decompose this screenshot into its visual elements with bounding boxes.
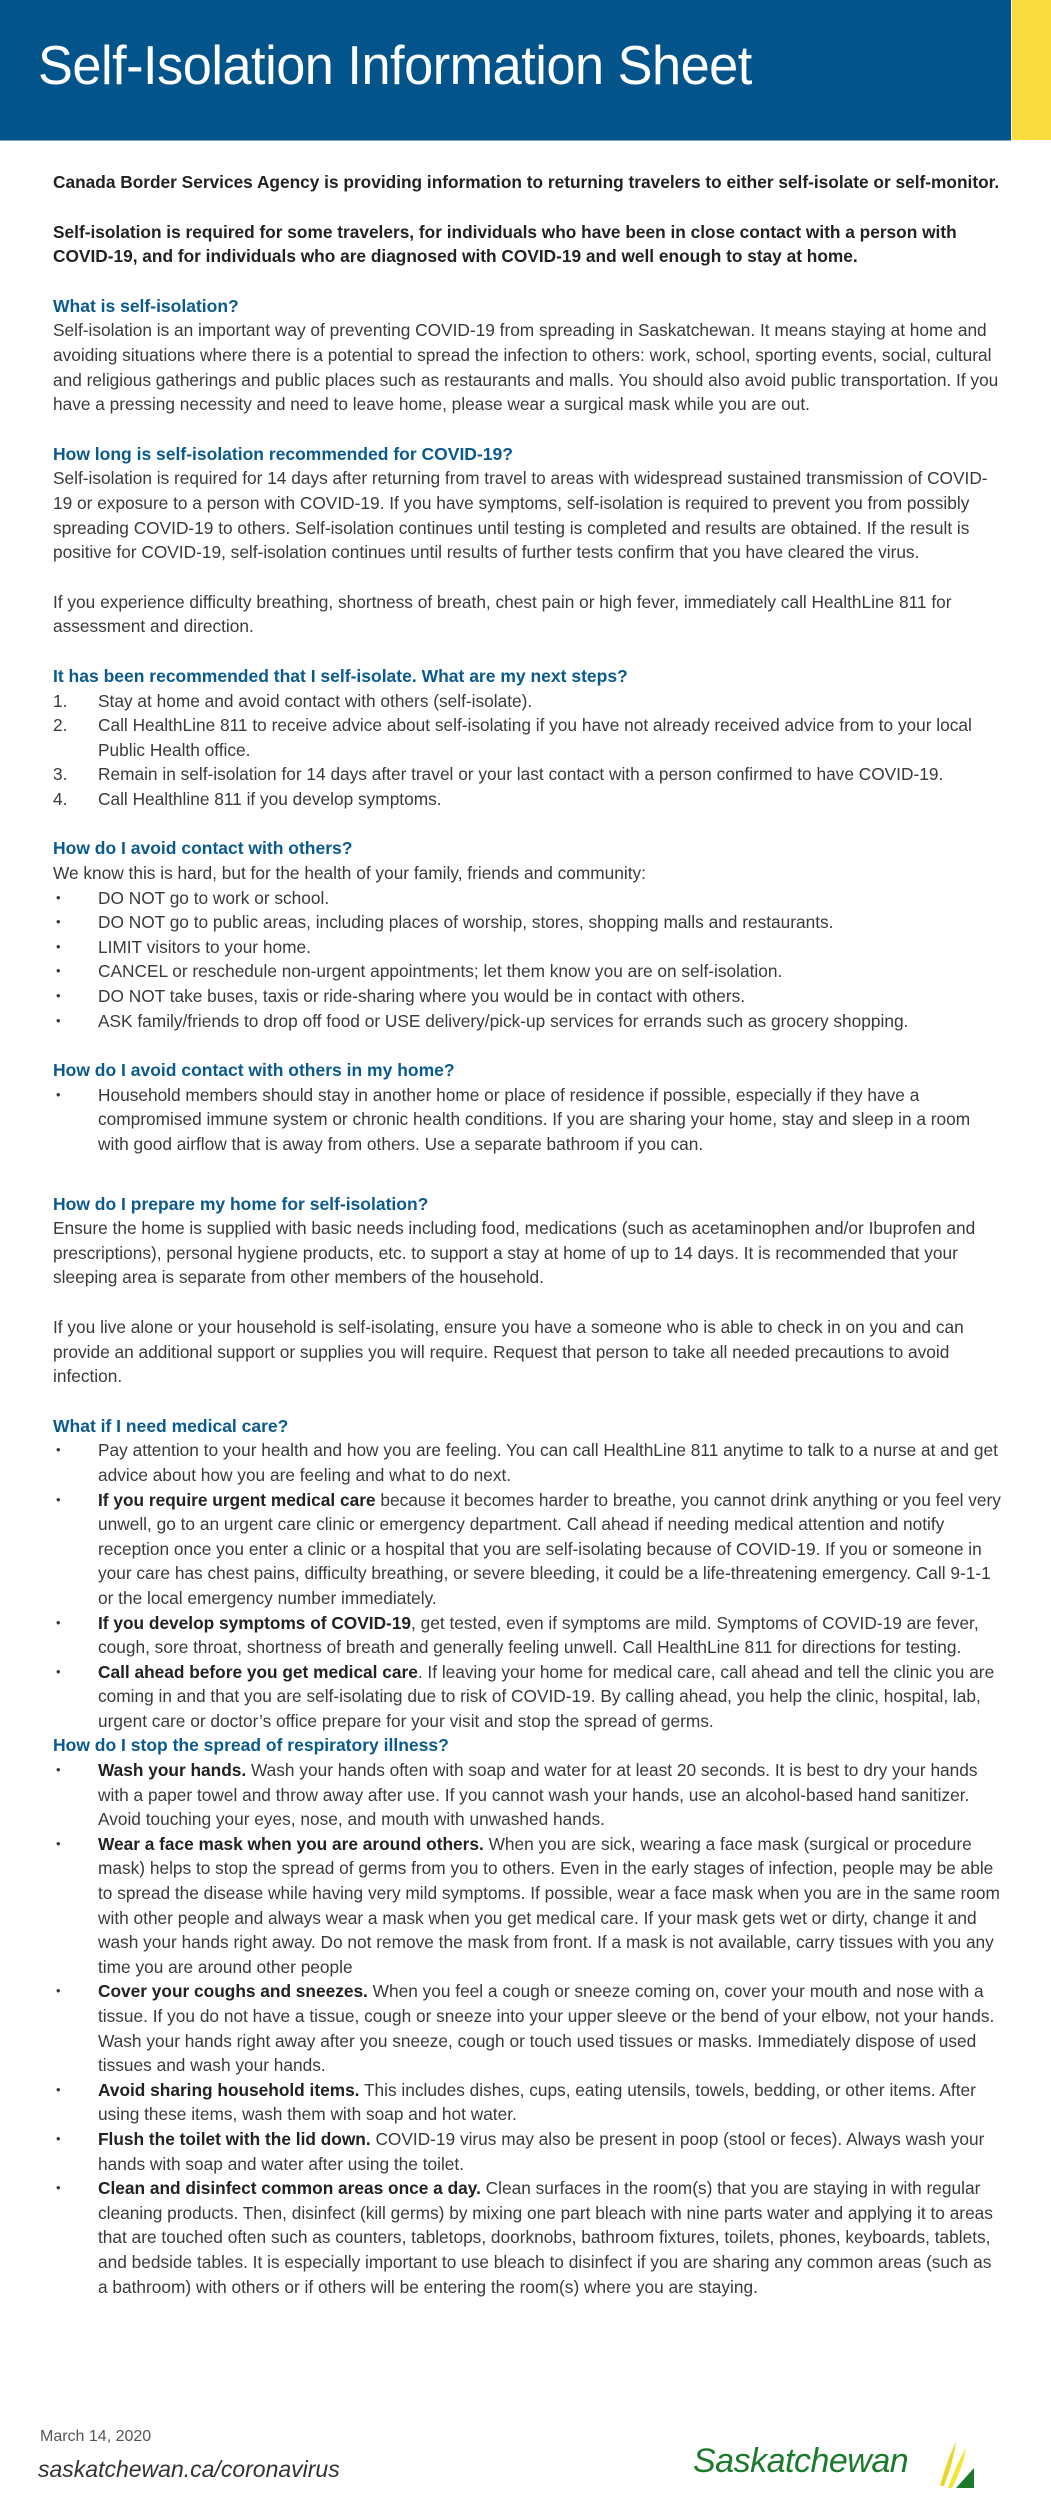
list-item (53, 886, 1003, 911)
section-heading: How do I prepare my home for self-isolation? (53, 1193, 429, 1214)
list-item-lead: Call ahead before you get medical care (98, 1661, 418, 1682)
bullet-icon: • (56, 1086, 61, 1102)
next-steps-list (53, 689, 1003, 812)
list-item (53, 1758, 1003, 1832)
list-item (53, 2078, 1003, 2127)
website-link[interactable]: saskatchewan.ca/coronavirus (38, 2456, 340, 2482)
list-item-text: When you feel a cough or sneeze coming on, cover your mouth and nose with a tissue. If you do not have a tissue, cough or sneeze into your upper sleeve or the bend of your elbow, not your hands. Wash your hands right away after you sneeze, cough or touch used tissues or masks. Immediately dispose of used tissues and wash your hands. (98, 1981, 995, 2076)
list-item-text: Call HealthLine 811 to receive advice about self-isolating if you have not already received advice from to your local Public Health office. (98, 715, 972, 760)
bullet-icon: • (56, 2180, 61, 2196)
bullet-icon: • (56, 1835, 61, 1851)
section-heading: What if I need medical care? (53, 1415, 289, 1436)
bullet-icon: • (56, 914, 61, 930)
document-body (53, 170, 1003, 2324)
bullet-icon: • (56, 1983, 61, 1999)
bullet-icon: • (56, 1762, 61, 1778)
list-item-lead: Flush the toilet with the lid down. (98, 2128, 371, 2149)
list-item (53, 984, 1003, 1009)
section-heading: It has been recommended that I self-isolate. What are my next steps? (53, 665, 628, 686)
logo-wordmark: Saskatchewan (693, 2442, 909, 2480)
saskatchewan-logo (693, 2442, 993, 2500)
list-item (53, 762, 1003, 787)
section-body: Ensure the home is supplied with basic needs including food, medications (such as acetaminophen and/or Ibuprofen and prescriptions), personal hygiene products, etc. to support a stay at home of up to 14 days. It is recommended that your sleeping area is separate from other members of the household. (53, 1218, 976, 1288)
list-item (53, 2127, 1003, 2176)
list-item (53, 1083, 1003, 1157)
section-stop-spread (53, 1733, 1003, 2299)
list-item (53, 935, 1003, 960)
bullet-icon: • (56, 963, 61, 979)
medical-care-list (53, 1438, 1003, 1733)
stop-spread-list (53, 1758, 1003, 2299)
publication-date: March 14, 2020 (40, 2428, 152, 2445)
section-heading: How long is self-isolation recommended for COVID-19? (53, 443, 513, 464)
bullet-icon: • (56, 1012, 61, 1028)
section-body: Self-isolation is an important way of preventing COVID-19 from spreading in Saskatchewan. It means staying at home and avoiding situations where there is a potential to spread the infection to others: work, school, sporting events, social, cultural and religious gatherings and public places such as restaurants and malls. You should also avoid public transportation. If you have a pressing necessity and need to leave home, please wear a surgical mask while you are out. (53, 320, 999, 415)
list-item (53, 787, 1003, 812)
list-item-text: Clean surfaces in the room(s) that you are staying in with regular cleaning products. Then, disinfect (kill germs) by mixing one part bleach with nine parts water and applying it to areas that are touched often such as counters, tabletops, doorknobs, bathroom fixtures, toilets, phones, keyboards, tablets, and bedside tables. It is especially important to use bleach to disinfect if you are sharing any common areas (such as a bathroom) with others or if others will be entering the room(s) where you are staying. (98, 2178, 993, 2297)
list-item-lead: Cover your coughs and sneezes. (98, 1981, 368, 2002)
list-item-text: , get tested, even if symptoms are mild. Symptoms of COVID-19 are fever, cough, sore throat, shortness of breath and generally feeling unwell. Call HealthLine 811 for directions for testing. (98, 1612, 979, 1658)
section-heading: How do I avoid contact with others in my home? (53, 1060, 455, 1081)
section-heading: How do I stop the spread of respiratory illness? (53, 1735, 449, 1756)
bullet-icon: • (56, 1663, 61, 1679)
section-avoid-contact (53, 836, 1003, 1033)
list-item (53, 1009, 1003, 1034)
list-item-text: Wash your hands often with soap and water for at least 20 seconds. It is best to dry your hands with a paper towel and throw away after use. If you cannot wash your hands, use an alcohol-based hand sanitizer. Avoid touching your eyes, nose, and mouth with unwashed hands. (98, 1760, 978, 1830)
bullet-icon: • (56, 2081, 61, 2097)
header-banner (0, 0, 1011, 141)
list-item (53, 1660, 1003, 1734)
list-item-text: Household members should stay in another home or place of residence if possible, especially if they have a compromised immune system or chronic health conditions. If you are sharing your home, stay and sleep in a room with good airflow that is away from others. Use a separate bathroom if you can. (98, 1084, 971, 1154)
list-item-text: because it becomes harder to breathe, you cannot drink anything or you feel very unwell, go to an urgent care clinic or emergency department. Call ahead if needing medical attention and notify reception once you enter a clinic or a hospital that you are self-isolating because of COVID-19. If you or someone in your care has chest pains, difficulty breathing, or severe bleeding, it could be a life-threatening emergency. Call 9-1-1 or the local emergency number immediately. (98, 1489, 1001, 1608)
section-body: Self-isolation is required for 14 days after returning from travel to areas with widespread sustained transmission of COVID-19 or exposure to a person with COVID-19. If you have symptoms, self-isolation is required to prevent you from possibly spreading COVID-19 to others. Self-isolation continues until testing is completed and results are obtained. If the result is positive for COVID-19, self-isolation continues until results of further tests confirm that you have cleared the virus. (53, 468, 988, 563)
avoid-home-list (53, 1083, 1003, 1157)
list-item-lead: If you develop symptoms of COVID-19 (98, 1612, 412, 1633)
section-medical-care (53, 1414, 1003, 1734)
list-item (53, 1611, 1003, 1660)
section-heading: What is self-isolation? (53, 295, 239, 316)
list-item-text: Pay attention to your health and how you are feeling. You can call HealthLine 811 anytime to talk to a nurse at and get advice about how you are feeling and what to do next. (98, 1440, 998, 1485)
list-item-text: ASK family/friends to drop off food or USE delivery/pick-up services for errands such as grocery shopping. (98, 1010, 909, 1031)
list-item-text: DO NOT take buses, taxis or ride-sharing where you would be in contact with others. (98, 986, 746, 1007)
bullet-icon: • (56, 1442, 61, 1458)
list-item-text: COVID-19 virus may also be present in poop (stool or feces). Always wash your hands with soap and water after using the toilet. (98, 2128, 985, 2174)
list-item-text: When you are sick, wearing a face mask (surgical or procedure mask) helps to stop the spread of germs from you to others. Even in the early stages of infection, people may be able to spread the disease while having very mild symptoms. If possible, wear a face mask when you are in the same room with other people and always wear a mask when you get medical care. If your mask gets wet or dirty, change it and wash your hands right away. Do not remove the mask from front. If a mask is not available, carry tissues with you any time you are around other people (98, 1833, 1000, 1977)
list-item-text: CANCEL or reschedule non-urgent appointments; let them know you are on self-isolation. (98, 961, 783, 982)
avoid-contact-list (53, 886, 1003, 1034)
list-item-text: LIMIT visitors to your home. (98, 936, 311, 957)
bullet-icon: • (56, 889, 61, 905)
list-item-text: Remain in self-isolation for 14 days after travel or your last contact with a person confirmed to have COVID-19. (98, 764, 944, 785)
section-heading: How do I avoid contact with others? (53, 838, 353, 859)
list-item (53, 713, 1003, 762)
list-number: 2. (53, 715, 68, 736)
list-item (53, 1979, 1003, 2077)
intro-paragraph-2: Self-isolation is required for some travelers, for individuals who have been in close contact with a person with COVID-19, and for individuals who are diagnosed with COVID-19 and well enough to stay at home. (53, 221, 957, 267)
section-body-emergency: If you experience difficulty breathing, shortness of breath, chest pain or high fever, immediately call HealthLine 811 for assessment and direction. (53, 591, 952, 637)
page-title: Self-Isolation Information Sheet (38, 34, 752, 96)
list-item-text: DO NOT go to public areas, including places of worship, stores, shopping malls and restaurants. (98, 912, 834, 933)
list-item-text: Call Healthline 811 if you develop symptoms. (98, 788, 442, 809)
list-item (53, 689, 1003, 714)
list-item-text: . If leaving your home for medical care, call ahead and tell the clinic you are coming in and that you are self-isolating due to risk of COVID-19. By calling ahead, you help the clinic, hospital, lab, urgent care or doctor’s office prepare for your visit and stop the spread of germs. (98, 1661, 995, 1731)
section-intro: We know this is hard, but for the health of your family, friends and community: (53, 863, 646, 884)
header-accent-stripe (1012, 0, 1051, 140)
section-prepare-home (53, 1192, 1003, 1389)
list-item-lead: Wear a face mask when you are around others. (98, 1833, 484, 1854)
list-item (53, 959, 1003, 984)
list-number: 3. (53, 764, 68, 785)
list-item (53, 2176, 1003, 2299)
bullet-icon: • (56, 1491, 61, 1507)
section-body-live-alone: If you live alone or your household is self-isolating, ensure you have a someone who is able to check in on you and can provide an additional support or supplies you will require. Request that person to take all needed precautions to avoid infection. (53, 1316, 964, 1387)
bullet-icon: • (56, 2130, 61, 2146)
section-what-is-self-isolation (53, 294, 1003, 417)
list-item (53, 910, 1003, 935)
bullet-icon: • (56, 988, 61, 1004)
list-item (53, 1832, 1003, 1980)
saskatchewan-wheat-sheaf-icon (936, 2438, 976, 2490)
list-item-lead: Clean and disinfect common areas once a day. (98, 2178, 481, 2199)
section-how-long (53, 442, 1003, 639)
list-item-lead: Wash your hands. (98, 1760, 247, 1781)
section-avoid-contact-home (53, 1058, 1003, 1156)
bullet-icon: • (56, 938, 61, 954)
list-item-text: Stay at home and avoid contact with others (self-isolate). (98, 690, 533, 711)
list-item-text: DO NOT go to work or school. (98, 887, 330, 908)
list-item (53, 1438, 1003, 1487)
list-number: 1. (53, 690, 68, 711)
list-item-lead: Avoid sharing household items. (98, 2079, 360, 2100)
list-item-lead: If you require urgent medical care (98, 1489, 376, 1510)
intro-paragraph-1: Canada Border Services Agency is providing information to returning travelers to either self-isolate or self-monitor. (53, 172, 1000, 192)
list-number: 4. (53, 788, 68, 809)
bullet-icon: • (56, 1614, 61, 1630)
section-next-steps (53, 664, 1003, 812)
list-item (53, 1488, 1003, 1611)
list-item-text: This includes dishes, cups, eating utensils, towels, bedding, or other items. After using these items, wash them with soap and hot water. (98, 2079, 976, 2125)
